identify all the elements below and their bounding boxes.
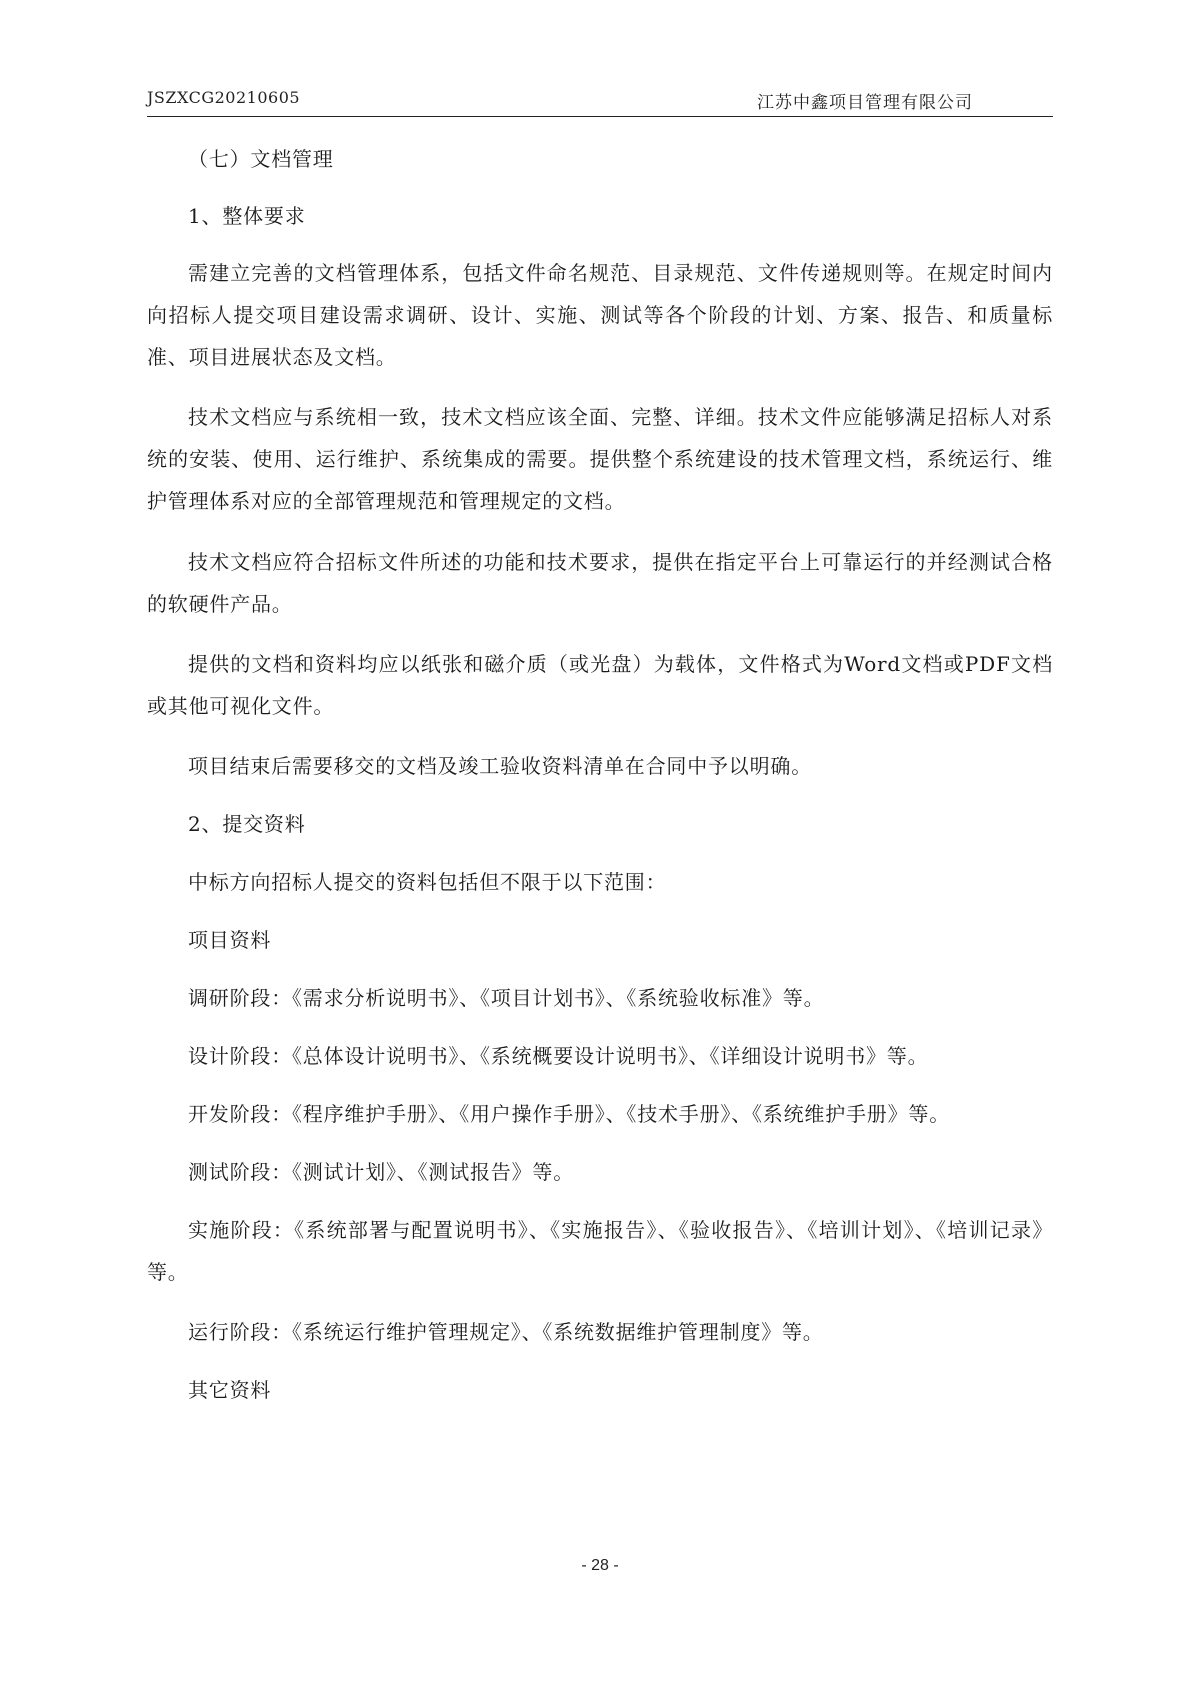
company-name: 江苏中鑫项目管理有限公司 [757, 93, 973, 113]
page-number: - 28 - [581, 1557, 619, 1574]
subsection-heading: 1、整体要求 [188, 204, 306, 228]
paragraph: 需建立完善的文档管理体系，包括文件命名规范、目录规范、文件传递规则等。在规定时间内向招标人提交项目建设需求调研、设计、实施、测试等各个阶段的计划、方案、报告、和质量标准、项目进展状态及文档。 [147, 261, 1053, 369]
list-item: 运行阶段：《系统运行维护管理规定》、《系统数据维护管理制度》等。 [188, 1320, 824, 1344]
paragraph: 提供的文档和资料均应以纸张和磁介质（或光盘）为载体，文件格式为Word文档或PDF文档或其他可视化文件。 [147, 652, 1053, 718]
paragraph: 技术文档应与系统相一致，技术文档应该全面、完整、详细。技术文件应能够满足招标人对系统的安装、使用、运行维护、系统集成的需要。提供整个系统建设的技术管理文档，系统运行、维护管理体系对应的全部管理规范和管理规定的文档。 [147, 405, 1053, 513]
list-item: 设计阶段：《总体设计说明书》、《系统概要设计说明书》、《详细设计说明书》等。 [188, 1044, 929, 1068]
paragraph: 项目结束后需要移交的文档及竣工验收资料清单在合同中予以明确。 [188, 754, 812, 778]
list-item: 测试阶段：《测试计划》、《测试报告》等。 [188, 1160, 574, 1184]
paragraph: 中标方向招标人提交的资料包括但不限于以下范围： [188, 870, 667, 894]
subsection-heading: 2、提交资料 [188, 812, 306, 836]
list-heading: 项目资料 [188, 928, 272, 952]
section-heading: （七）文档管理 [188, 147, 334, 171]
list-heading: 其它资料 [188, 1378, 272, 1402]
document-code: JSZXCG20210605 [147, 88, 301, 107]
list-item: 开发阶段：《程序维护手册》、《用户操作手册》、《技术手册》、《系统维护手册》等。 [188, 1102, 950, 1126]
list-item: 调研阶段：《需求分析说明书》、《项目计划书》、《系统验收标准》等。 [188, 986, 825, 1010]
list-item: 实施阶段：《系统部署与配置说明书》、《实施报告》、《验收报告》、《培训计划》、《培训记录》等。 [147, 1218, 1053, 1284]
page-header [147, 86, 1053, 117]
paragraph: 技术文档应符合招标文件所述的功能和技术要求，提供在指定平台上可靠运行的并经测试合格的软硬件产品。 [147, 550, 1053, 616]
